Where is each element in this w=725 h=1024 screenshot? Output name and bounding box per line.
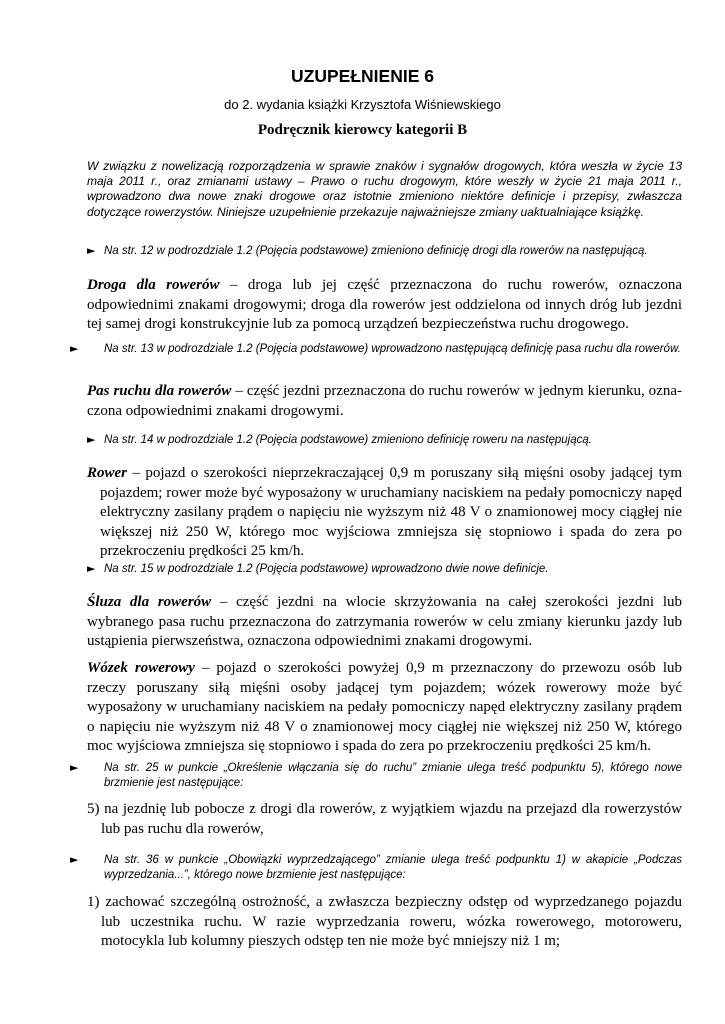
arrow-right-icon: ► (87, 562, 96, 575)
change-note-text: Na str. 25 w punkcie „Określenie włączania się do ruchu” zmianie ulega treść podpunktu 5), którego nowe brzmienie jest następujące: (104, 762, 682, 789)
change-note-text: Na str. 14 w podrozdziale 1.2 (Pojęcia podstawowe) zmieniono definicję roweru na następującą. (104, 434, 592, 446)
change-note (70, 341, 682, 357)
page-title: UZUPEŁNIENIE 6 (291, 66, 434, 86)
arrow-right-icon: ► (87, 244, 96, 257)
change-note (87, 432, 682, 448)
definition-term: Wózek rowerowy (87, 660, 195, 676)
book-title: Podręcznik kierowcy kategorii B (257, 122, 468, 138)
intro-paragraph: W związku z nowelizacją rozporządzenia w sprawie znaków i sygnałów drogowych, która weszła w życie 13 maja 2011 r., oraz zmianami ustawy – Prawo o ruchu drogowym, które weszły w życie 21 maja 2011 r., wprowadzono dwa nowe znaki drogowe oraz istotnie zmieniono niektóre definicje i przepisy, zwłaszcza dotyczące rowerzystów. Niniejsze uzupełnienie przekazuje najważniejsze zmiany uaktualniające książkę. (87, 159, 682, 219)
definition-term: Śluza dla rowerów (87, 594, 212, 610)
definition-text: – część jezdni na wlocie skrzyżowania na całej szerokości jezdni lub wybranego pasa ruchu przeznaczona do zatrzymania rowerów w celu zmiany kierunku jazdy lub ustąpienia pierwszeństwa, oznaczona odpowiednimi znakami drogowymi. (87, 594, 682, 649)
page-subtitle: do 2. wydania książki Krzysztofa Wiśniewskiego (224, 97, 501, 112)
change-note-text: Na str. 15 w podrozdziale 1.2 (Pojęcia podstawowe) wprowadzono dwie nowe definicje. (104, 563, 549, 575)
change-note-text: Na str. 36 w punkcie „Obowiązki wyprzedzającego” zmianie ulega treść podpunktu 1) w akapicie „Podczas wyprzedzania...”, którego nowe brzmienie jest następujące: (104, 854, 682, 881)
definition-paragraph (87, 464, 682, 562)
definition-paragraph (87, 276, 682, 335)
arrow-right-icon: ► (70, 853, 79, 866)
arrow-right-icon: ► (87, 433, 96, 446)
change-note (87, 243, 682, 259)
definition-term: Rower (87, 465, 128, 481)
definition-paragraph (87, 659, 682, 757)
definition-text: – pojazd o szerokości powyżej 0,9 m przeznaczony do przewozu osób lub rzeczy poruszany siłą mięśni osoby jadącej tym pojazdem; wózek rowerowy może być wyposażony w uruchamiany naciskiem na pedały pomocniczy napęd elektryczny zasilany prądem o napięciu nie wyższym niż 48 V o znamionowej mocy ciągłej nie większej niż 250 W, którego moc wyjściowa zmniejsza się stopniowo i spada do zera po przekroczeniu prędkości 25 km/h. (87, 660, 682, 754)
definition-text: – droga lub jej część przeznaczona do ruchu rowerów, oznaczona odpowiednimi znakami drogowymi; droga dla rowerów jest oddzielona od innych dróg lub jezdni tej samej drogi konstrukcyjnie lub za pomocą urządzeń bezpieczeństwa ruchu drogowego. (87, 277, 682, 332)
arrow-right-icon: ► (70, 342, 79, 355)
list-item: 1) zachować szczególną ostrożność, a zwłaszcza bezpieczny odstęp od wyprzedzanego pojazdu lub uczestnika ruchu. W razie wyprzedzania roweru, wózka rowerowego, motoroweru, motocykla lub kolumny pieszych odstęp ten nie może być mniejszy niż 1 m; (87, 894, 682, 949)
list-item: 5) na jezdnię lub pobocze z drogi dla rowerów, z wyjątkiem wjazdu na przejazd dla rowerzystów lub pas ruchu dla rowerów, (87, 801, 682, 837)
change-note (70, 760, 682, 791)
definition-term: Pas ruchu dla rowerów (87, 383, 232, 399)
change-note (70, 852, 682, 883)
definition-paragraph (87, 382, 682, 421)
definition-text: – pojazd o szerokości nieprzekraczającej 0,9 m poruszany siłą mięśni osoby jadącej tym pojazdem; rower może być wyposażony w uruchamiany naciskiem na pedały pomocniczy napęd elektryczny zasilany prądem o napięciu nie wyższym niż 48 V o znamionowej mocy ciągłej nie większej niż 250 W, którego moc wyjściowa zmniejsza się stopniowo i spada do zera po przekroczeniu prędkości 25 km/h. (100, 465, 682, 559)
arrow-right-icon: ► (70, 761, 79, 774)
definition-text: – część jezdni przeznaczona do ruchu rowerów w jednym kierunku, oznaczona odpowiednimi znakami drogowymi. (87, 383, 682, 419)
definition-term: Droga dla rowerów (87, 277, 220, 293)
change-note-text: Na str. 12 w podrozdziale 1.2 (Pojęcia podstawowe) zmieniono definicję drogi dla rowerów na następującą. (104, 245, 648, 257)
change-note-text: Na str. 13 w podrozdziale 1.2 (Pojęcia podstawowe) wprowadzono następującą definicję pasa ruchu dla rowerów. (104, 343, 681, 355)
change-note (87, 561, 682, 577)
definition-paragraph (87, 593, 682, 652)
